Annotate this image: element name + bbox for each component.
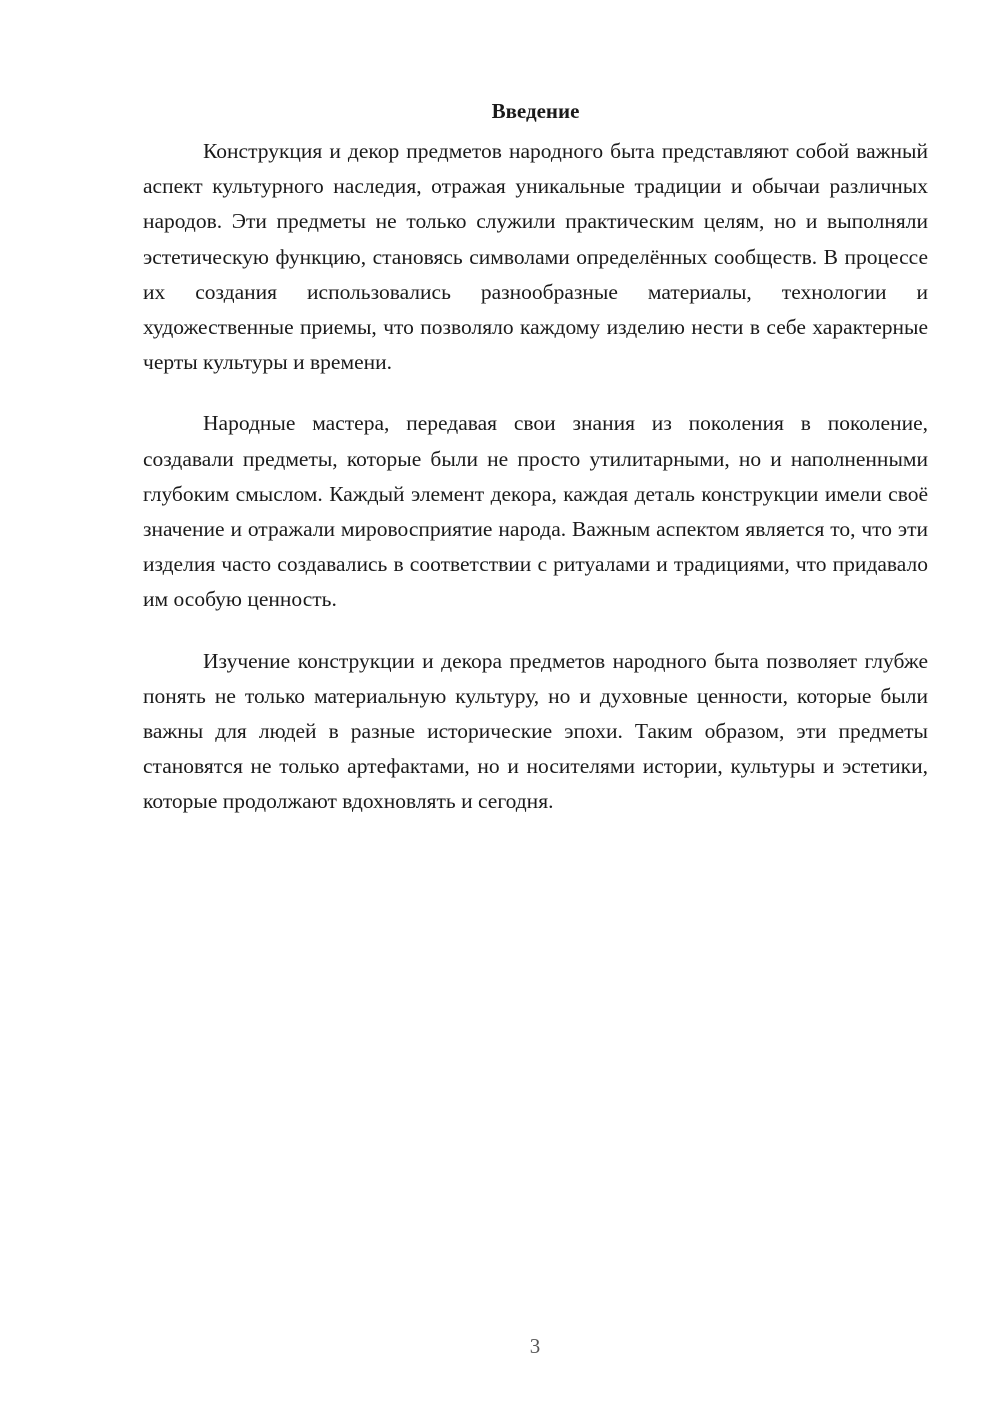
page-content (143, 94, 928, 846)
paragraph-3: Изучение конструкции и декора предметов народного быта позволяет глубже понять не только материальную культуру, но и духовные ценности, которые были важны для людей в разные исторические эпохи. Таким образом, эти предметы становятся не только артефактами, но и носителями истории, культуры и эстетики, которые продолжают вдохновлять и сегодня. (143, 648, 928, 814)
page-number: 3 (529, 1334, 541, 1358)
paragraph-1: Конструкция и декор предметов народного быта представляют собой важный аспект культурного наследия, отражая уникальные традиции и обычаи различных народов. Эти предметы не только служили практическим целям, но и выполняли эстетическую функцию, становясь символами определённых сообществ. В процессе их создания использовались разнообразные материалы, технологии и художественные приемы, что позволяло каждому изделию нести в себе характерные черты культуры и времени. (143, 139, 928, 375)
paragraph-2: Народные мастера, передавая свои знания из поколения в поколение, создавали предметы, которые были не просто утилитарными, но и наполненными глубоким смыслом. Каждый элемент декора, каждая деталь конструкции имели своё значение и отражали мировосприятие народа. Важным аспектом является то, что эти изделия часто создавались в соответствии с ритуалами и традициями, что придавало им особую ценность. (143, 411, 928, 612)
section-heading: Введение (491, 99, 580, 123)
